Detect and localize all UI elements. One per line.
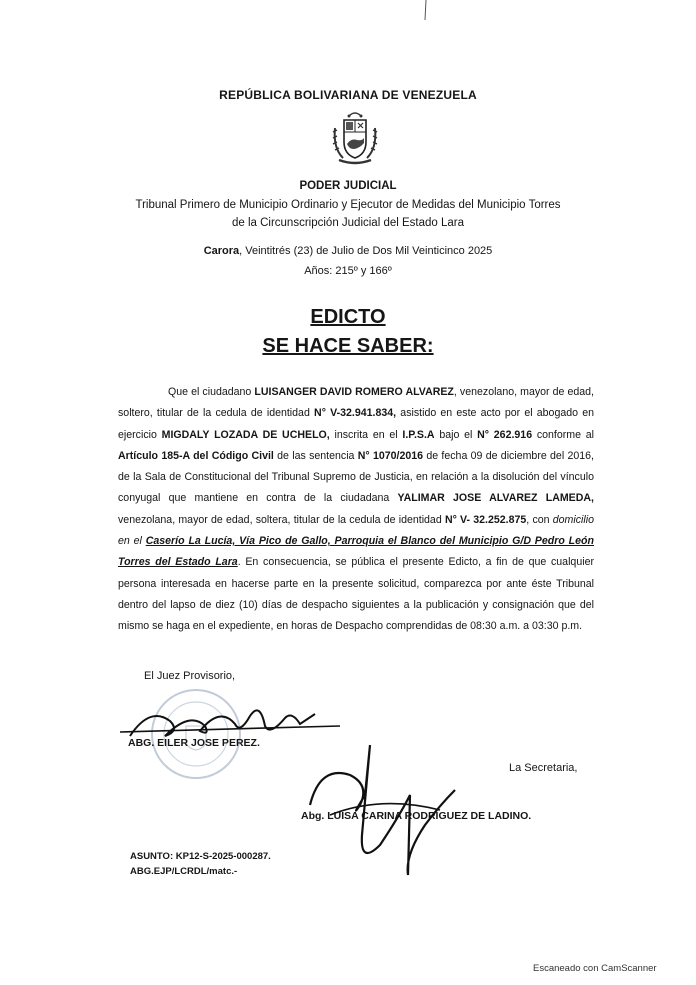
date-line — [0, 245, 696, 257]
sentence-number: N° 1070/2016 — [357, 449, 424, 462]
tribunal-line-2: de la Circunscripción Judicial del Estado Lara — [231, 217, 465, 229]
body-text-segment: . En consecuencia, se pública el presente Edicto, a fin de que cualquier persona interesada en hacerse parte en la presente solicitud, comparezca por ante éste Tribunal dentro del lapso de diez (10) días de despacho siguientes a la publicación y consignación que del mismo se haga en el expediente, en horas de Despacho comprendidas de 08:30 a.m. a 03:30 p.m. — [118, 556, 594, 633]
applicant-name: LUISANGER DAVID ROMERO ALVAREZ — [254, 386, 454, 398]
article-reference: Artículo 185-A del Código Civil — [118, 449, 274, 462]
document-title: EDICTO — [310, 306, 386, 328]
body-text-segment: inscrita en el — [329, 428, 403, 441]
body-text-segment: Que el ciudadano — [168, 386, 255, 398]
body-text-segment: venezolana, mayor de edad, soltera, titular de la cedula de identidad — [118, 513, 445, 526]
scanner-watermark: Escaneado con CamScanner — [533, 963, 657, 974]
respondent-id: N° V- 32.252.875 — [444, 513, 527, 526]
secretary-signature — [290, 735, 470, 885]
ipsa-number: N° 262.916 — [477, 428, 533, 441]
body-text-segment: conforme al — [532, 428, 595, 441]
secretary-name: Abg. LUISA CARINA RODRIGUEZ DE LADINO. — [301, 810, 532, 822]
case-number: ASUNTO: KP12-S-2025-000287. — [130, 851, 271, 862]
date-text: , Veintitrés (23) de Julio de Dos Mil Veinticinco 2025 — [239, 245, 493, 257]
respondent-address-text: Caserío La Lucía, Vía Pico de Gallo, Parroquia el Blanco del Municipio G/D Pedro León Torres del Estado Lara — [118, 535, 594, 569]
reference-initials: ABG.EJP/LCRDL/matc.- — [130, 866, 238, 877]
ipsa-label: I.P.S.A — [402, 428, 435, 441]
branch-heading: PODER JUDICIAL — [299, 180, 397, 192]
edict-paragraph — [118, 382, 594, 638]
secretary-label: La Secretaria, — [509, 762, 578, 774]
years-line: Años: 215º y 166º — [304, 265, 392, 277]
body-text-segment: asistido en este acto por el abogado en ejercicio — [118, 407, 594, 441]
judge-name: ABG. EILER JOSE PEREZ. — [128, 737, 260, 749]
scan-artifact-mark — [424, 0, 428, 20]
coat-of-arms-icon — [329, 108, 381, 168]
tribunal-line-1: Tribunal Primero de Municipio Ordinario y Ejecutor de Medidas del Municipio Torres — [135, 199, 561, 211]
domicile-label: domicilio en el — [118, 513, 594, 548]
body-text-segment: de fecha 09 de diciembre del 2016, de la Sala de Constitucional del Tribunal Supremo de Justicia, en relación a la disolución del vínculo conyugal que mantiene en contra de la ciudadana — [118, 449, 594, 505]
body-text-segment: , venezolano, mayor de edad, soltero, titular de la cedula de identidad — [118, 386, 595, 420]
body-text-segment: de las sentencia — [273, 449, 358, 462]
applicant-id: N° V-32.941.834, — [314, 407, 397, 420]
body-text-segment: bajo el — [434, 428, 478, 441]
edict-body — [118, 382, 594, 638]
lawyer-name: MIGDALY LOZADA DE UCHELO, — [161, 428, 330, 441]
document-subtitle: SE HACE SABER: — [262, 335, 434, 357]
judge-label: El Juez Provisorio, — [144, 670, 236, 682]
body-text-segment: , con — [526, 513, 553, 526]
country-heading: REPÚBLICA BOLIVARIANA DE VENEZUELA — [219, 88, 477, 102]
respondent-name: YALIMAR JOSE ALVAREZ LAMEDA, — [397, 492, 594, 505]
date-city: Carora — [203, 245, 240, 257]
